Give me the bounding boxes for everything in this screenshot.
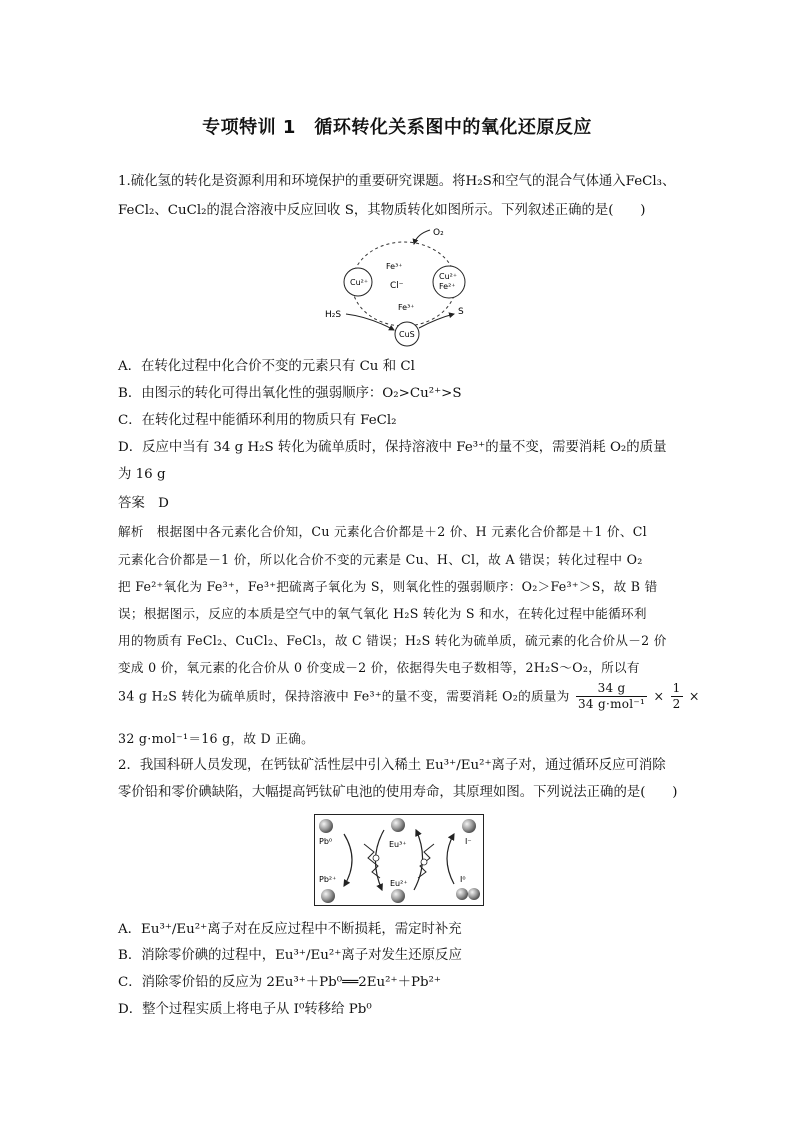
q1-analysis-line3: 把 Fe²⁺氧化为 Fe³⁺，Fe³⁺把硫离子氧化为 S，则氧化性的强弱顺序：O₂＞Fe³⁺＞S，故 B 错: [118, 579, 658, 594]
label-i0: I⁰: [460, 875, 466, 884]
eu3-ball: [391, 818, 405, 832]
frac2-numerator: 1: [672, 681, 681, 695]
q1-option-d: D．反应中当有 34 g H₂S 转化为硫单质时，保持溶液中 Fe³⁺的量不变，需要消耗 O₂的质量: [118, 440, 667, 455]
iminus-ball: [462, 819, 476, 833]
q1-answer: 答案 D: [118, 496, 169, 511]
q1-analysis-line4: 误；根据图示，反应的本质是空气中的氧气氧化 H₂S 转化为 S 和水，在转化过程中能循环利: [118, 606, 647, 621]
q2-option-b: B．消除零价碘的过程中，Eu³⁺/Eu²⁺离子对发生还原反应: [118, 948, 462, 963]
q1-analysis-line6: 变成 0 价，氧元素的化合价从 0 价变成－2 价，依据得失电子数相等，2H₂S～O₂，所以有: [118, 660, 640, 675]
pb0-ball: [319, 819, 333, 833]
electron-icon-right: [421, 859, 427, 865]
q1-cycle-diagram: [320, 222, 480, 347]
label-h2s: H₂S: [325, 310, 342, 320]
label-cu-right: Cu²⁺: [439, 272, 458, 281]
q2-cycle-diagram: [314, 814, 484, 906]
o2-arrow: [414, 230, 430, 244]
page-title: 专项特训 1 循环转化关系图中的氧化还原反应: [202, 117, 592, 138]
q1-option-d-cont: 为 16 g: [118, 467, 166, 482]
label-pb0: Pb⁰: [319, 837, 333, 846]
label-cus: CuS: [399, 330, 415, 339]
label-s: S: [458, 307, 464, 317]
label-eu2: Eu²⁺: [390, 879, 408, 888]
frac-line-text: 34 g H₂S 转化为硫单质时，保持溶液中 Fe³⁺的量不变，需要消耗 O₂的质量为: [118, 688, 570, 704]
fraction-half: [671, 681, 683, 712]
eu2-ball: [391, 889, 405, 903]
label-fe3-top: Fe³⁺: [386, 262, 403, 271]
label-fe2-right: Fe²⁺: [439, 282, 456, 291]
electron-icon-left: [373, 855, 379, 861]
q2-stem-line2: 零价铅和零价碘缺陷，大幅提高钙钛矿电池的使用寿命，其原理如图。下列说法正确的是( ): [118, 785, 678, 800]
label-cl: Cl⁻: [390, 281, 404, 291]
q2-option-a: A．Eu³⁺/Eu²⁺离子对在反应过程中不断损耗，需定时补充: [118, 922, 462, 937]
q1-analysis-line1: 解析 根据图中各元素化合价知，Cu 元素化合价都是＋2 价、H 元素化合价都是＋1 价、Cl: [118, 524, 648, 539]
label-iminus: I⁻: [465, 837, 472, 846]
q1-stem-line1: 1.硫化氢的转化是资源利用和环境保护的重要研究课题。将H₂S和空气的混合气体通入FeCl₃、: [118, 174, 676, 189]
i0-ball-1: [456, 888, 468, 900]
frac2-denominator: 2: [672, 697, 681, 711]
q2-option-c: C．消除零价铅的反应为 2Eu³⁺＋Pb⁰══2Eu²⁺＋Pb²⁺: [118, 975, 441, 990]
s-arrow: [419, 314, 454, 328]
q1-analysis-last: 32 g·mol⁻¹＝16 g，故 D 正确。: [118, 731, 314, 746]
frac1-denominator: 34 g·mol⁻¹: [577, 697, 646, 711]
label-eu3: Eu³⁺: [389, 840, 407, 849]
label-cu-left: Cu²⁺: [350, 278, 369, 287]
q2-option-d: D．整个过程实质上将电子从 I⁰转移给 Pb⁰: [118, 1002, 372, 1017]
q1-analysis-line5: 用的物质有 FeCl₂、CuCl₂、FeCl₃，故 C 错误；H₂S 转化为硫单质，硫元素的化合价从－2 价: [118, 633, 667, 648]
pb2-ball: [321, 889, 335, 903]
q2-stem-line1: 2．我国科研人员发现，在钙钛矿活性层中引入稀土 Eu³⁺/Eu²⁺离子对，通过循环反应可消除: [118, 758, 666, 773]
q1-option-b: B．由图示的转化可得出氧化性的强弱顺序：O₂>Cu²⁺>S: [118, 386, 462, 401]
q1-analysis-line2: 元素化合价都是－1 价，所以化合价不变的元素是 Cu、H、Cl，故 A 错误；转化过程中 O₂: [118, 552, 643, 567]
frac1-numerator: 34 g: [576, 681, 647, 697]
q1-stem-line2: FeCl₂、CuCl₂的混合溶液中反应回收 S，其物质转化如图所示。下列叙述正确的是( ): [118, 203, 646, 218]
q1-analysis-frac-line: [118, 681, 700, 712]
label-fe3-bottom: Fe³⁺: [398, 303, 415, 312]
label-o2: O₂: [433, 228, 444, 238]
times-sign-2: ×: [688, 688, 700, 704]
label-pb2: Pb²⁺: [319, 875, 337, 884]
q1-option-c: C．在转化过程中能循环利用的物质只有 FeCl₂: [118, 413, 397, 428]
h2s-arrow: [346, 314, 394, 330]
fraction-34g: [576, 681, 647, 712]
q1-option-a: A．在转化过程中化合价不变的元素只有 Cu 和 Cl: [118, 359, 415, 374]
i0-ball-2: [468, 888, 480, 900]
times-sign-1: ×: [653, 688, 665, 704]
